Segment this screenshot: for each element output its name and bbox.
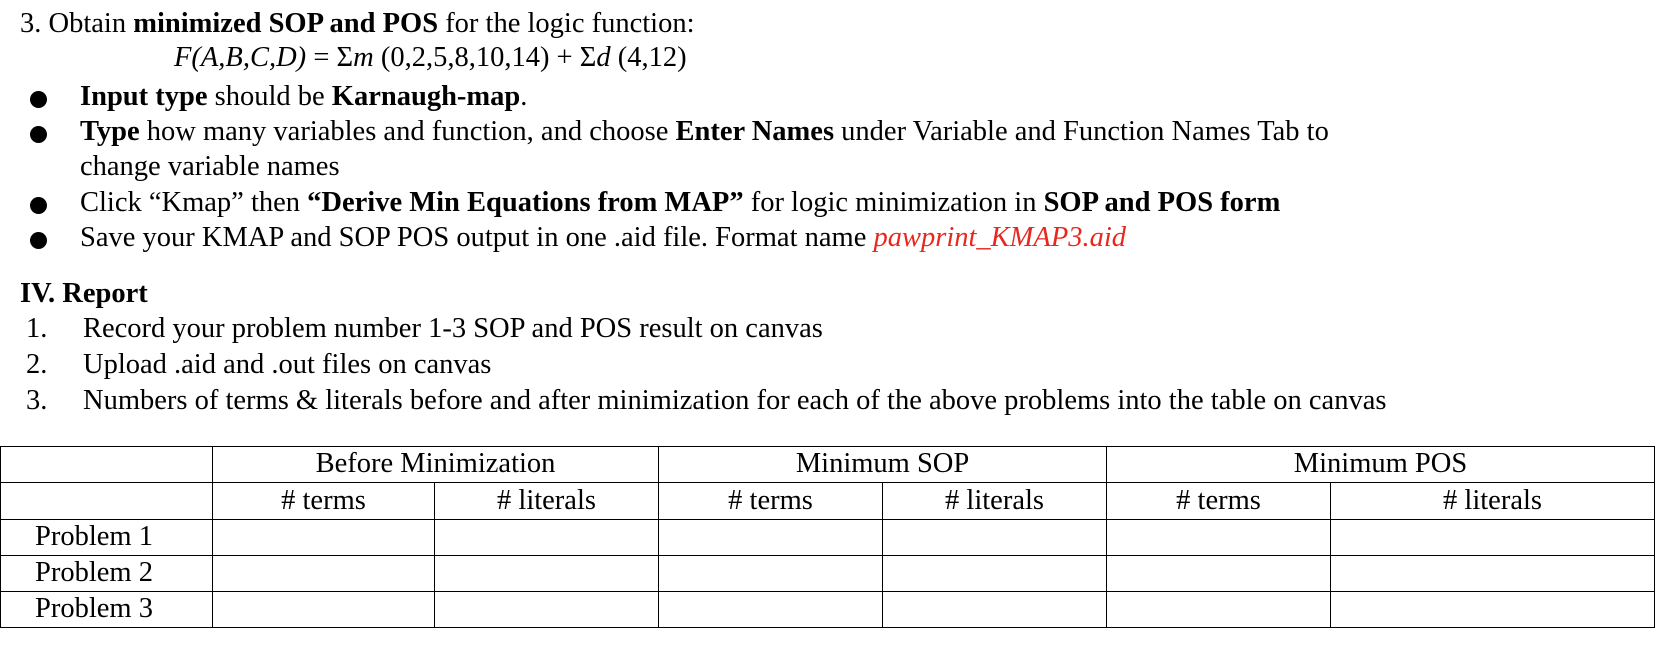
bullet-1-end: . — [520, 81, 528, 112]
bullet-4-start: Save your KMAP and SOP POS output in one .aid file. Format name — [80, 222, 874, 253]
bullet-3-mid: for logic minimization in — [743, 187, 1044, 218]
group-header-sop: Minimum SOP — [659, 447, 1107, 483]
function-dont-cares: (4,12) — [610, 42, 687, 73]
table-cell[interactable] — [1331, 592, 1655, 628]
table-cell[interactable] — [213, 520, 435, 556]
table-cell[interactable] — [659, 592, 883, 628]
table-cell[interactable] — [1331, 556, 1655, 592]
table-cell[interactable] — [435, 556, 659, 592]
bullet-1-bold: Input type — [80, 81, 208, 112]
bullet-3-bold: “Derive Min Equations from MAP” — [307, 187, 744, 218]
function-eq: = Σ — [306, 42, 354, 73]
logic-function — [174, 44, 687, 73]
table-cell[interactable] — [883, 592, 1107, 628]
task-intro — [20, 10, 695, 39]
bullet-3-bold2: SOP and POS form — [1043, 187, 1281, 218]
table-row — [1, 556, 1655, 592]
task-intro-rest: for the logic function: — [438, 8, 695, 39]
bullet-2 — [80, 118, 1329, 147]
table-cell[interactable] — [213, 592, 435, 628]
table-cell[interactable] — [883, 520, 1107, 556]
bullet-2-bold2: Enter Names — [675, 116, 835, 147]
table-subheader-row — [1, 483, 1655, 520]
group-header-pos: Minimum POS — [1107, 447, 1655, 483]
report-item-2-num: 2. — [26, 349, 48, 380]
row-label-problem-2: Problem 2 — [1, 556, 213, 592]
subheader-sop-terms: # terms — [659, 483, 883, 520]
table-corner-cell — [1, 447, 213, 483]
report-item-3-num: 3. — [26, 385, 48, 416]
results-table — [0, 446, 1655, 628]
function-d: d — [596, 42, 611, 73]
function-lhs: F(A,B,C,D) — [174, 42, 307, 73]
table-subheader-corner — [1, 483, 213, 520]
bullet-2-bold: Type — [80, 116, 140, 147]
function-minterms: (0,2,5,8,10,14) + Σ — [373, 42, 597, 73]
task-intro-num: 3. Obtain — [20, 8, 134, 39]
table-cell[interactable] — [1107, 520, 1331, 556]
table-cell[interactable] — [435, 520, 659, 556]
subheader-sop-literals: # literals — [883, 483, 1107, 520]
bullet-1-mid: should be — [207, 81, 332, 112]
row-label-problem-3: Problem 3 — [1, 592, 213, 628]
table-cell[interactable] — [1107, 592, 1331, 628]
table-cell[interactable] — [883, 556, 1107, 592]
table-cell[interactable] — [1331, 520, 1655, 556]
group-header-before: Before Minimization — [213, 447, 659, 483]
subheader-before-literals: # literals — [435, 483, 659, 520]
bullet-dot-1 — [30, 91, 47, 108]
table-cell[interactable] — [659, 520, 883, 556]
table-group-header-row — [1, 447, 1655, 483]
bullet-dot-2 — [30, 126, 47, 143]
bullet-3 — [80, 189, 1280, 218]
subheader-before-terms: # terms — [213, 483, 435, 520]
table-cell[interactable] — [435, 592, 659, 628]
bullet-3-start: Click “Kmap” then — [80, 187, 308, 218]
bullet-4 — [80, 224, 1126, 253]
report-item-1: Record your problem number 1-3 SOP and POS result on canvas — [83, 313, 823, 344]
task-intro-bold: minimized SOP and POS — [133, 8, 439, 39]
subheader-pos-literals: # literals — [1331, 483, 1655, 520]
table-row — [1, 592, 1655, 628]
row-label-problem-1: Problem 1 — [1, 520, 213, 556]
report-item-1-num: 1. — [26, 313, 48, 344]
report-item-2: Upload .aid and .out files on canvas — [83, 349, 492, 380]
bullet-2-end: under Variable and Function Names Tab to — [834, 116, 1329, 147]
filename-format: pawprint_KMAP3.aid — [873, 222, 1127, 253]
bullet-1 — [80, 83, 527, 112]
bullet-dot-3 — [30, 197, 47, 214]
function-m: m — [353, 42, 374, 73]
table-cell[interactable] — [1107, 556, 1331, 592]
subheader-pos-terms: # terms — [1107, 483, 1331, 520]
table-row — [1, 520, 1655, 556]
bullet-1-bold2: Karnaugh-map — [331, 81, 521, 112]
report-heading: IV. Report — [20, 278, 148, 309]
bullet-2-mid: how many variables and function, and choose — [139, 116, 676, 147]
bullet-dot-4 — [30, 232, 47, 249]
report-item-3: Numbers of terms & literals before and after minimization for each of the above problems into the table on canvas — [83, 385, 1387, 416]
table-cell[interactable] — [213, 556, 435, 592]
table-cell[interactable] — [659, 556, 883, 592]
bullet-2-line2: change variable names — [80, 151, 340, 182]
